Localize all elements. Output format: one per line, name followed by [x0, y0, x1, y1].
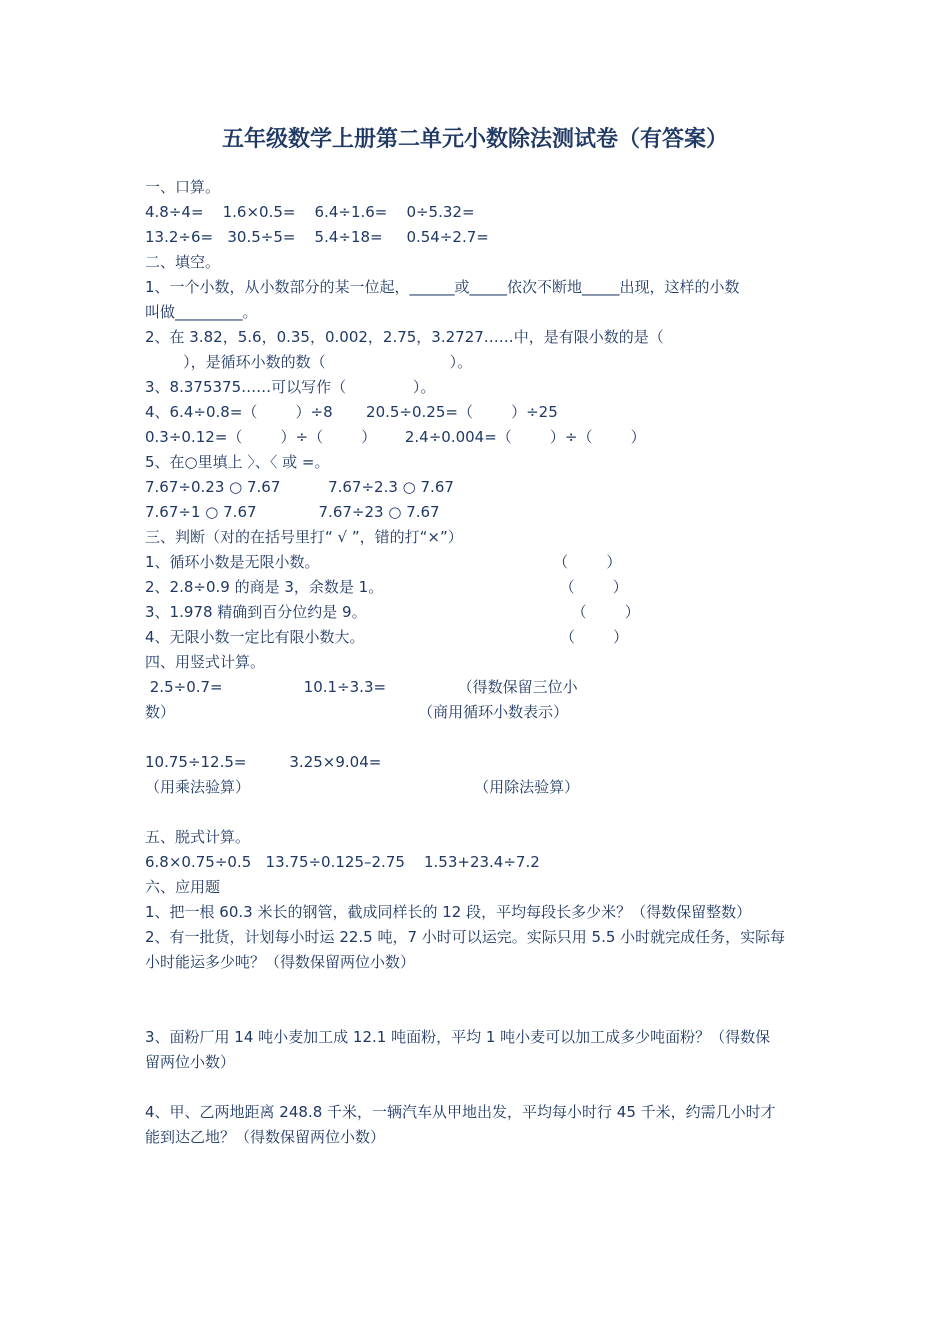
section-6-heading: 六、应用题 [145, 878, 221, 896]
oral-calc-row-2: 13.2÷6= 30.5÷5= 5.4÷18= 0.54÷2.7= [145, 228, 489, 246]
judge-question-1: 1、循环小数是无限小数。 （ ） [145, 553, 622, 571]
word-problem-1: 1、把一根 60.3 米长的钢管，截成同样长的 12 段，平均每段长多少米？（得数保留整数） [145, 903, 752, 921]
fill-question-3: 3、8.375375……可以写作（ ）。 [145, 378, 436, 396]
section-4-heading: 四、用竖式计算。 [145, 653, 266, 671]
section-3-heading: 三、判断（对的在括号里打“ √ ”，错的打“×”） [145, 528, 463, 546]
word-problem-3: 3、面粉厂用 14 吨小麦加工成 12.1 吨面粉，平均 1 吨小麦可以加工成多少吨面粉？（得数保 [145, 1028, 771, 1046]
judge-question-3: 3、1.978 精确到百分位约是 9。 （ ） [145, 603, 640, 621]
fill-question-4-cont: 0.3÷0.12=（ ）÷（ ） 2.4÷0.004=（ ）÷（ ） [145, 428, 646, 446]
vertical-calc-row-1-cont: 数） （商用循环小数表示） [145, 703, 569, 721]
word-problem-4: 4、甲、乙两地距离 248.8 千米，一辆汽车从甲地出发，平均每小时行 45 千米，约需几小时才 [145, 1103, 776, 1121]
word-problem-3-cont: 留两位小数） [145, 1053, 236, 1071]
fill-question-4: 4、6.4÷0.8=（ ）÷8 20.5÷0.25=（ ）÷25 [145, 403, 558, 421]
word-problem-2: 2、有一批货，计划每小时运 22.5 吨，7 小时可以运完。实际只用 5.5 小时就完成任务，实际每 [145, 928, 786, 946]
document-title: 五年级数学上册第二单元小数除法测试卷（有答案） [221, 127, 728, 152]
fill-question-2: 2、在 3.82，5.6，0.35，0.002，2.75，3.2727……中，是有限小数的是（ [145, 328, 664, 346]
vertical-calc-row-2: 10.75÷12.5= 3.25×9.04= [145, 753, 382, 771]
fill-question-2-cont: ），是循环小数的数（ ）。 [145, 353, 473, 371]
section-2-heading: 二、填空。 [145, 253, 221, 271]
oral-calc-row-1: 4.8÷4= 1.6×0.5= 6.4÷1.6= 0÷5.32= [145, 203, 475, 221]
word-problem-4-cont: 能到达乙地？（得数保留两位小数） [145, 1128, 386, 1146]
vertical-calc-row-2-cont: （用乘法验算） （用除法验算） [145, 778, 580, 796]
judge-question-2: 2、2.8÷0.9 的商是 3，余数是 1。 （ ） [145, 578, 628, 596]
compare-row-2: 7.67÷1 ○ 7.67 7.67÷23 ○ 7.67 [145, 503, 440, 521]
section-1-heading: 一、口算。 [145, 178, 221, 196]
word-problem-2-cont: 小时能运多少吨？（得数保留两位小数） [145, 953, 416, 971]
judge-question-4: 4、无限小数一定比有限小数大。 （ ） [145, 628, 629, 646]
step-calc-row: 6.8×0.75÷0.5 13.75÷0.125–2.75 1.53+23.4÷7.2 [145, 853, 540, 871]
fill-question-1: 1、一个小数，从小数部分的某一位起，______或_____依次不断地_____出现，这样的小数 [145, 278, 740, 296]
compare-row-1: 7.67÷0.23 ○ 7.67 7.67÷2.3 ○ 7.67 [145, 478, 454, 496]
section-5-heading: 五、脱式计算。 [145, 828, 251, 846]
vertical-calc-row-1: 2.5÷0.7= 10.1÷3.3= （得数保留三位小 [145, 678, 578, 696]
fill-question-5: 5、在○里填上 〉、〈 或 =。 [145, 453, 330, 471]
fill-question-1-cont: 叫做_________。 [145, 303, 258, 321]
